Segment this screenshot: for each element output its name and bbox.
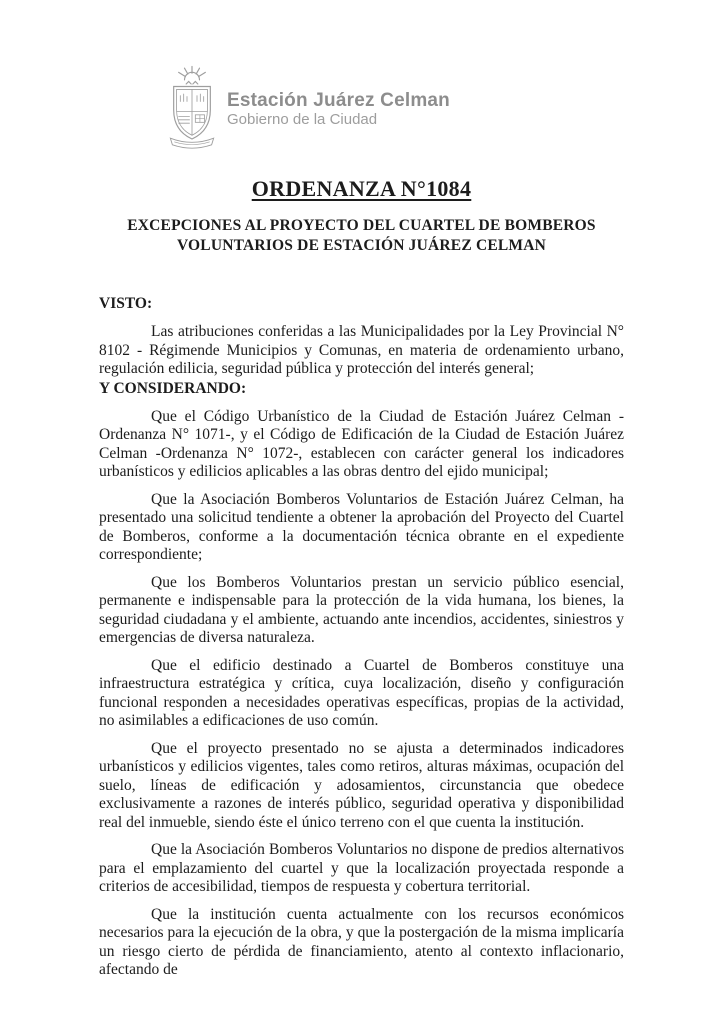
considerando-paragraph-2: Que la Asociación Bomberos Voluntarios de Estación Juárez Celman, ha presentado una solicitud tendiente a obtener la aprobación del Proyecto del Cuartel de Bomberos, conforme a la documentación técnica obrante en el expediente correspondiente;	[99, 490, 624, 563]
ordinance-title	[99, 176, 624, 202]
city-crest-icon	[167, 62, 217, 156]
considerando-paragraph-1: Que el Código Urbanístico de la Ciudad de Estación Juárez Celman -Ordenanza N° 1071-, y el Código de Edificación de la Ciudad de Estación Juárez Celman -Ordenanza N° 1072-, establecen con carácter general los indicadores urbanísticos y edilicios aplicables a las obras dentro del ejido municipal;	[99, 407, 624, 480]
considerando-heading: Y CONSIDERANDO:	[99, 379, 247, 397]
ordinance-subtitle	[99, 216, 624, 256]
city-logo	[167, 62, 624, 156]
section-visto	[99, 294, 624, 379]
considerando-paragraph-7: Que la institución cuenta actualmente con los recursos económicos necesarios para la ejecución de la obra, y que la postergación de la misma implicaría un riesgo cierto de pérdida de financiamiento, atento al contexto inflacionario, afectando de	[99, 905, 624, 978]
ordinance-title-text: ORDENANZA N°1084	[251, 176, 472, 201]
subtitle-line-2: VOLUNTARIOS DE ESTACIÓN JUÁREZ CELMAN	[176, 237, 547, 254]
logo-wordmark	[227, 90, 450, 128]
subtitle-line-1: EXCEPCIONES AL PROYECTO DEL CUARTEL DE BOMBEROS	[127, 217, 596, 234]
considerando-paragraph-6: Que la Asociación Bomberos Voluntarios no dispone de predios alternativos para el emplazamiento del cuartel y que la localización proyectada responde a criterios de accesibilidad, tiempos de respuesta y cobertura territorial.	[99, 841, 624, 895]
considerando-paragraph-5: Que el proyecto presentado no se ajusta a determinados indicadores urbanísticos y edilicios vigentes, tales como retiros, alturas máximas, ocupación del suelo, líneas de edificación y adosamientos, circunstancia que obedece exclusivamente a razones de interés público, seguridad operativa y disponibilidad real del inmueble, siendo éste el único terreno con el que cuenta la institución.	[99, 739, 624, 831]
section-considerando	[99, 379, 624, 980]
org-subtitle: Gobierno de la Ciudad	[227, 111, 378, 128]
org-name: Estación Juárez Celman	[227, 90, 450, 111]
considerando-paragraph-3: Que los Bomberos Voluntarios prestan un servicio público esencial, permanente e indispensable para la protección de la vida humana, los bienes, la seguridad ciudadana y el ambiente, actuando ante incendios, accidentes, siniestros y emergencias de diversa naturaleza.	[99, 573, 624, 646]
considerando-paragraph-4: Que el edificio destinado a Cuartel de Bomberos constituye una infraestructura estratégica y crítica, cuya localización, diseño y configuración funcional responden a necesidades operativas específicas, propias de la actividad, no asimilables a edificaciones de uso común.	[99, 656, 624, 729]
visto-paragraph-1: Las atribuciones conferidas a las Municipalidades por la Ley Provincial N° 8102 - Régimende Municipios y Comunas, en materia de ordenamiento urbano, regulación edilicia, seguridad pública y protección del interés general;	[99, 323, 624, 377]
visto-heading: VISTO:	[99, 295, 153, 312]
